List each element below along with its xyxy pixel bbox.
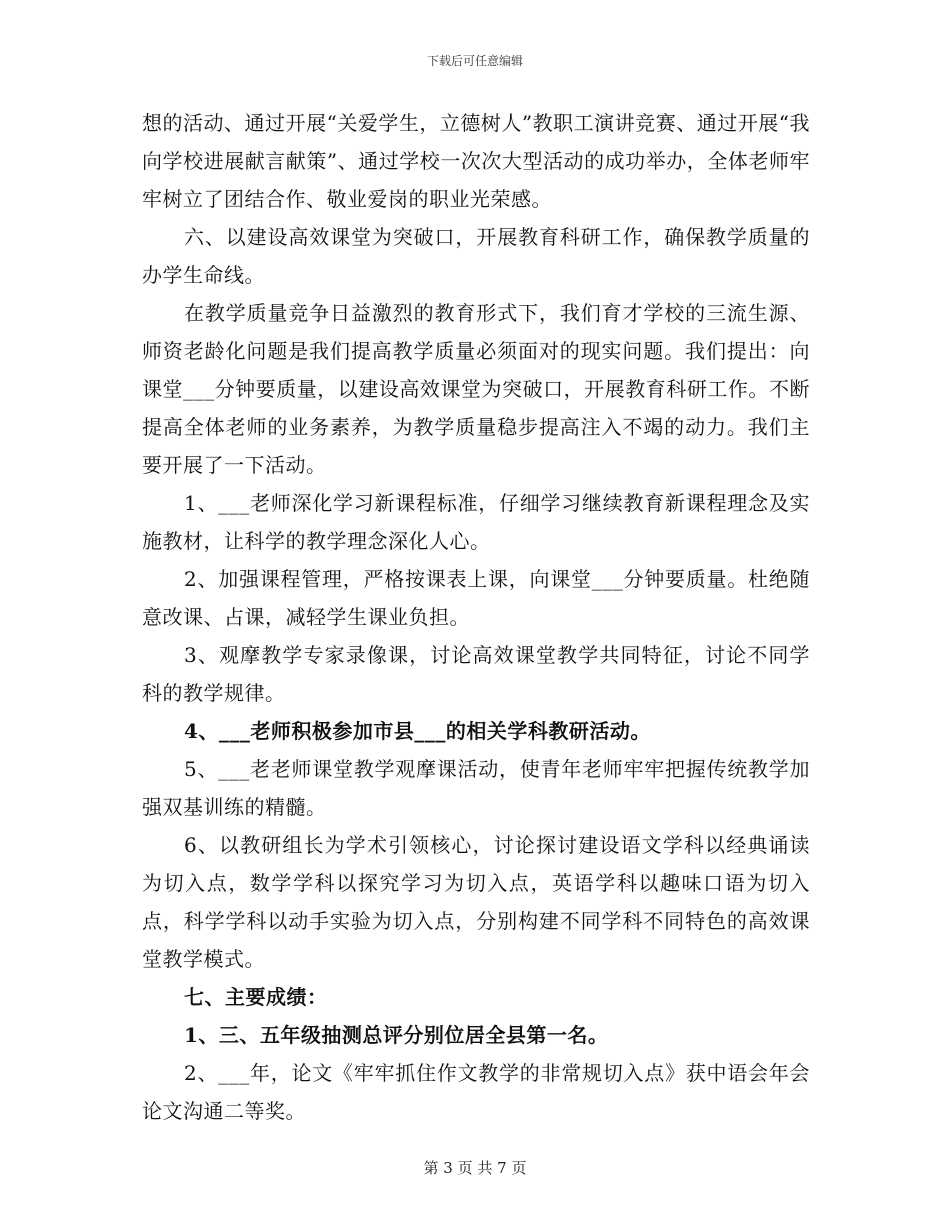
paragraph-4: 1、___老师深化学习新课程标准，仔细学习继续教育新课程理念及实施教材，让科学的教学理念深化人心。 bbox=[142, 491, 810, 553]
paragraph-3: 在教学质量竞争日益激烈的教育形式下，我们育才学校的三流生源、师资老龄化问题是我们提高教学质量必须面对的现实问题。我们提出：向课堂___分钟要质量，以建设高效课堂为突破口，开展教育科研工作。不断提高全体老师的业务素养，为教学质量稳步提高注入不竭的动力。我们主要开展了一下活动。 bbox=[142, 301, 810, 477]
document-body bbox=[142, 104, 810, 1130]
paragraph-9: 6、以教研组长为学术引领核心，讨论探讨建设语文学科以经典诵读为切入点，数学学科以探究学习为切入点，英语学科以趣味口语为切入点，科学学科以动手实验为切入点，分别构建不同学科不同特色的高效课堂教学模式。 bbox=[142, 833, 810, 971]
paragraph-7: 4、___老师积极参加市县___的相关学科教研活动。 bbox=[184, 719, 651, 743]
paragraph-12: 2、___年，论文《牢牢抓住作文教学的非常规切入点》获中语会年会论文沟通二等奖。 bbox=[142, 1061, 810, 1123]
page-header: 下载后可任意编辑 bbox=[426, 54, 523, 68]
paragraph-11: 1、三、五年级抽测总评分别位居全县第一名。 bbox=[184, 1023, 609, 1047]
paragraph-2: 六、以建设高效课堂为突破口，开展教育科研工作，确保教学质量的办学生命线。 bbox=[142, 225, 810, 287]
page-footer: 第 3 页 共 7 页 bbox=[423, 1159, 527, 1177]
paragraph-1: 想的活动、通过开展“关爱学生，立德树人”教职工演讲竞赛、通过开展“我向学校进展献言献策”、通过学校一次次大型活动的成功举办，全体老师牢牢树立了团结合作、敬业爱岗的职业光荣感。 bbox=[142, 111, 810, 211]
paragraph-8: 5、___老老师课堂教学观摩课活动，使青年老师牢牢把握传统教学加强双基训练的精髓。 bbox=[142, 757, 810, 819]
section-heading-achievements: 七、主要成绩： bbox=[184, 985, 328, 1009]
paragraph-6: 3、观摩教学专家录像课，讨论高效课堂教学共同特征，讨论不同学科的教学规律。 bbox=[142, 643, 810, 705]
paragraph-5: 2、加强课程管理，严格按课表上课，向课堂___分钟要质量。杜绝随意改课、占课，减轻学生课业负担。 bbox=[142, 567, 810, 629]
